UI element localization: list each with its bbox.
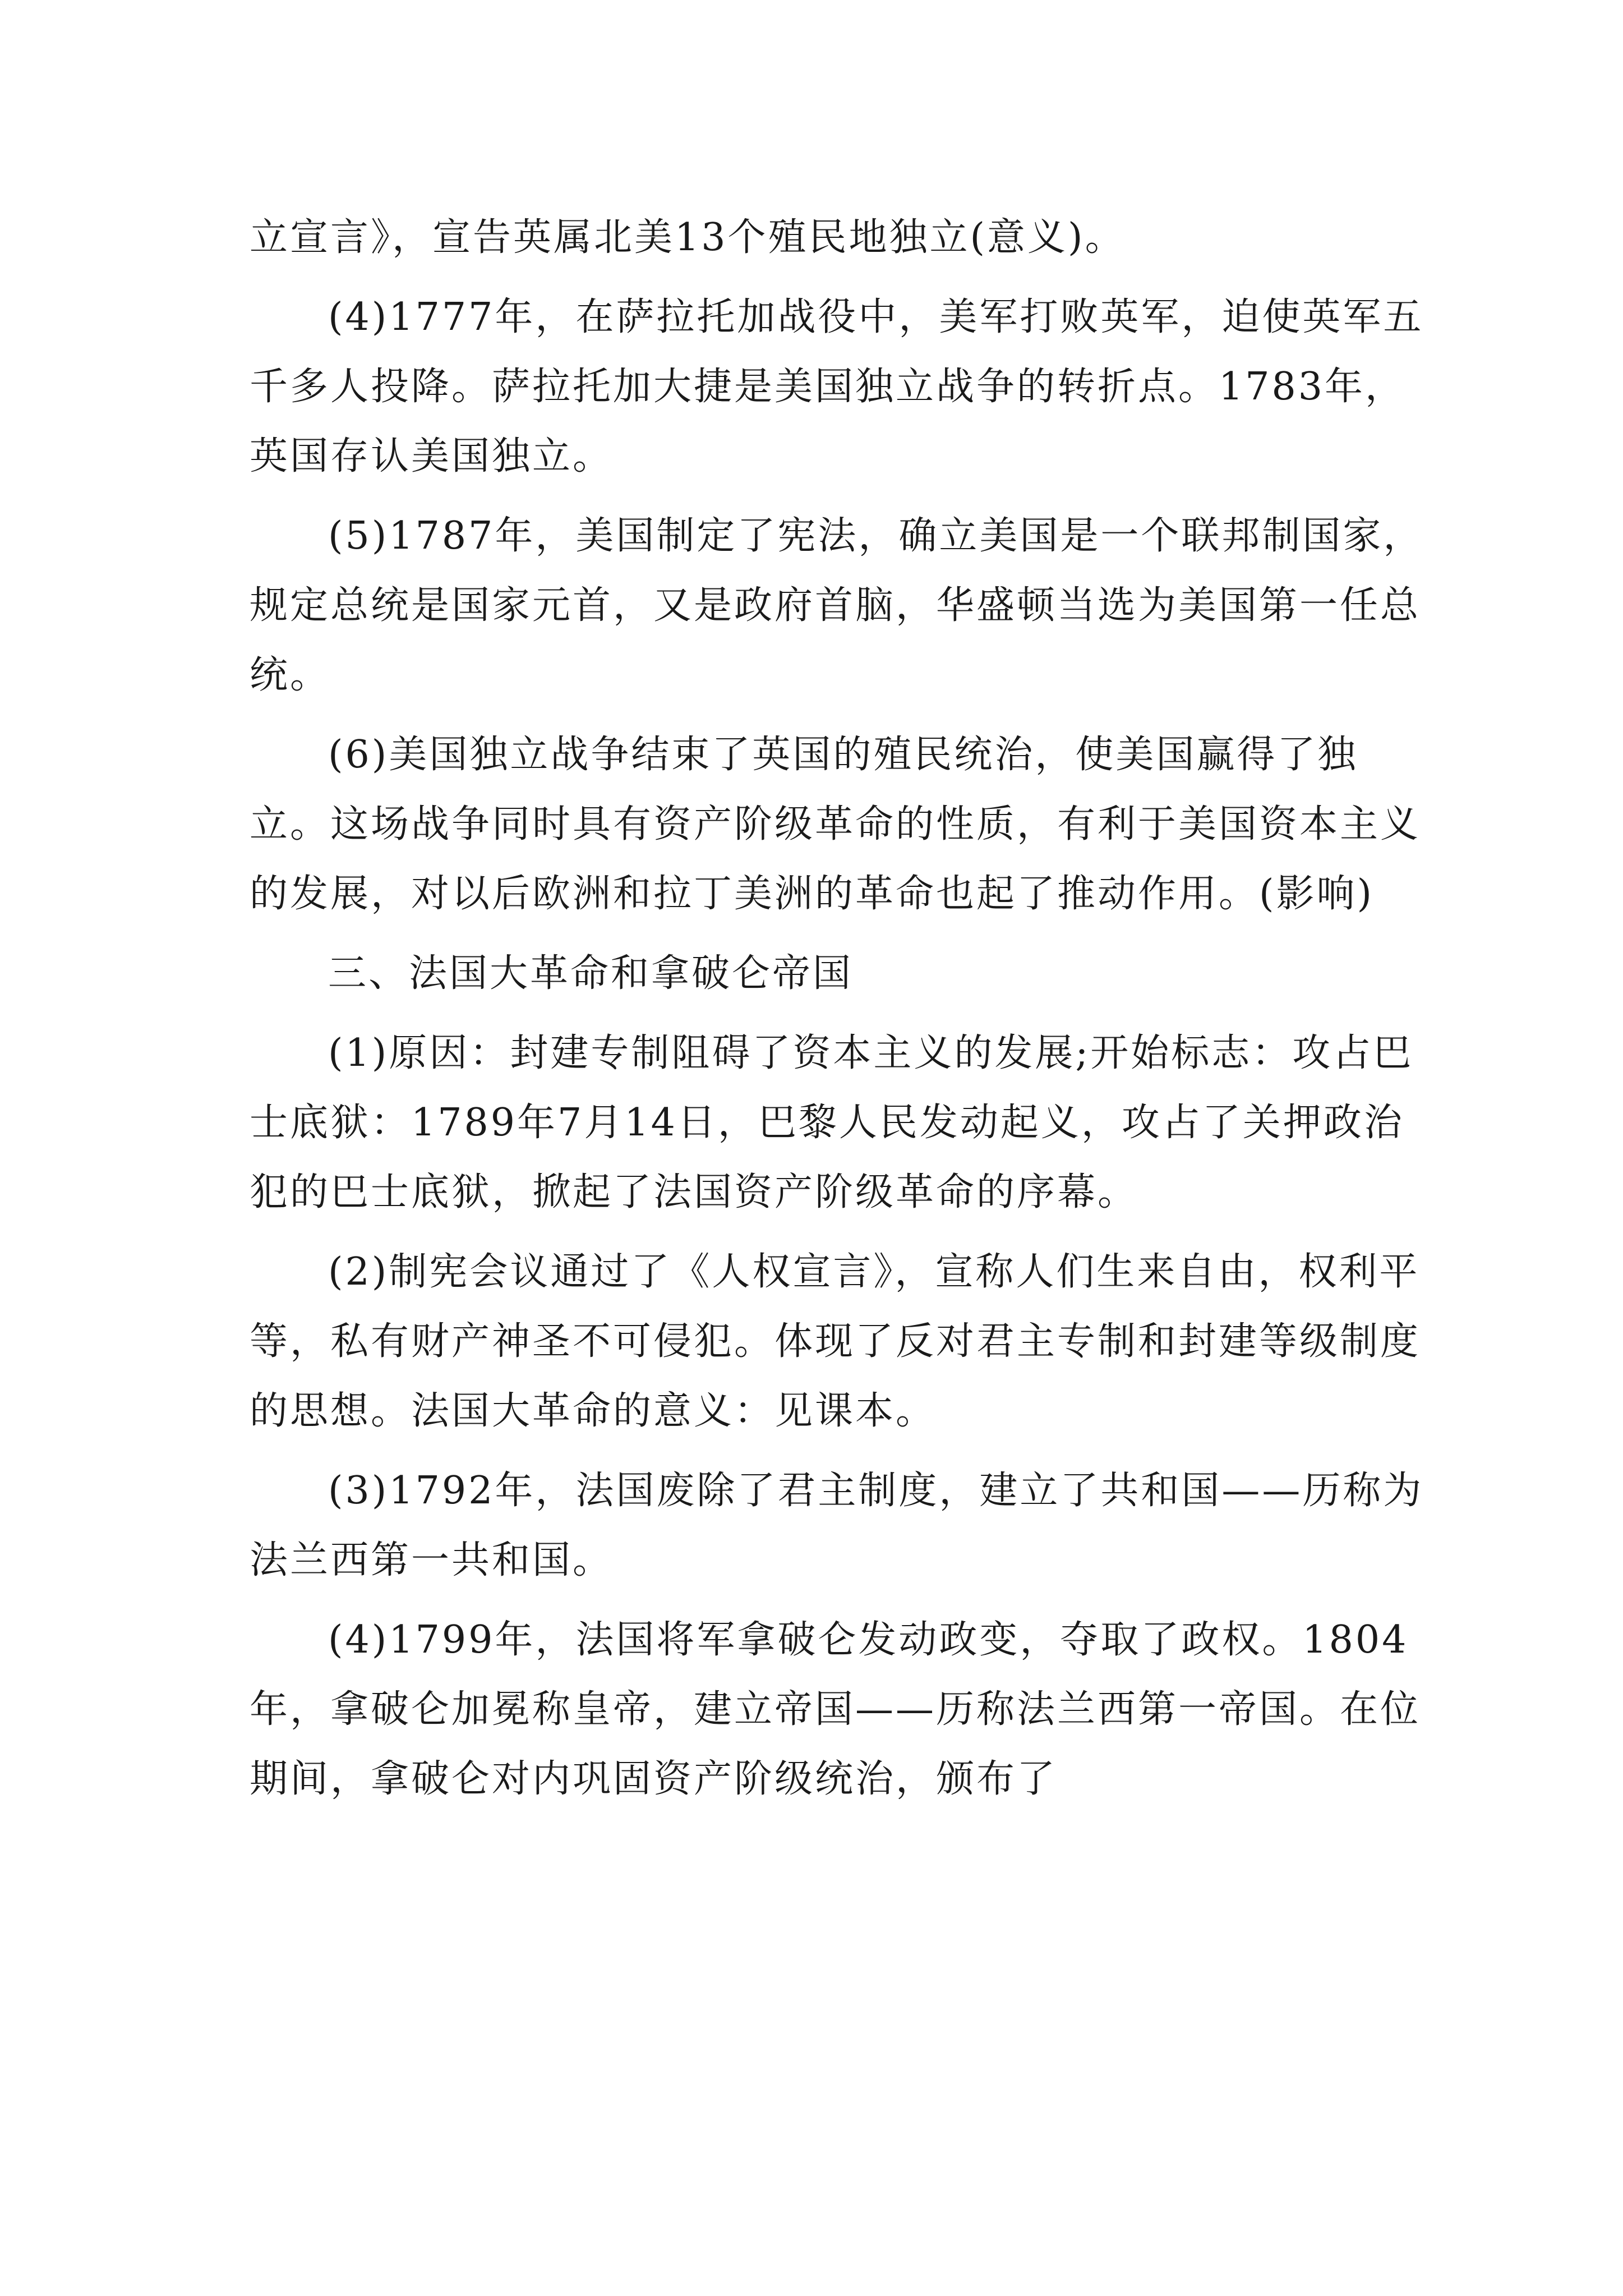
paragraph-independence-impact: (6)美国独立战争结束了英国的殖民统治，使美国赢得了独立。这场战争同时具有资产阶级革命的性质，有利于美国资本主义的发展，对以后欧洲和拉丁美洲的革命也起了推动作用。(影响) (250, 733, 1421, 916)
paragraph-continuation: 立宣言》，宣告英属北美13个殖民地独立(意义)。 (250, 215, 1126, 260)
paragraph-constitution: (5)1787年，美国制定了宪法，确立美国是一个联邦制国家，规定总统是国家元首，又是政府首脑，华盛顿当选为美国第一任总统。 (250, 514, 1424, 697)
paragraph-first-republic: (3)1792年，法国废除了君主制度，建立了共和国——历称为法兰西第一共和国。 (250, 1469, 1424, 1582)
paragraph-revolution-cause: (1)原因：封建专制阻碍了资本主义的发展;开始标志：攻占巴士底狱：1789年7月14日，巴黎人民发动起义，攻占了关押政治犯的巴士底狱，掀起了法国资产阶级革命的序幕。 (250, 1031, 1414, 1214)
paragraph-saratoga: (4)1777年，在萨拉托加战役中，美军打败英军，迫使英军五千多人投降。萨拉托加大捷是美国独立战争的转折点。1783年，英国存认美国独立。 (250, 295, 1424, 478)
document-body (250, 203, 1427, 1824)
paragraph-rights-declaration: (2)制宪会议通过了《人权宣言》，宣称人们生来自由，权利平等，私有财产神圣不可侵犯。体现了反对君主专制和封建等级制度的思想。法国大革命的意义：见课本。 (250, 1250, 1421, 1433)
section-heading: 三、法国大革命和拿破仑帝国 (328, 951, 854, 996)
paragraph-napoleon-empire: (4)1799年，法国将军拿破仑发动政变，夺取了政权。1804年，拿破仑加冕称皇帝，建立帝国——历称法兰西第一帝国。在位期间，拿破仑对内巩固资产阶级统治，颁布了 (250, 1618, 1421, 1801)
